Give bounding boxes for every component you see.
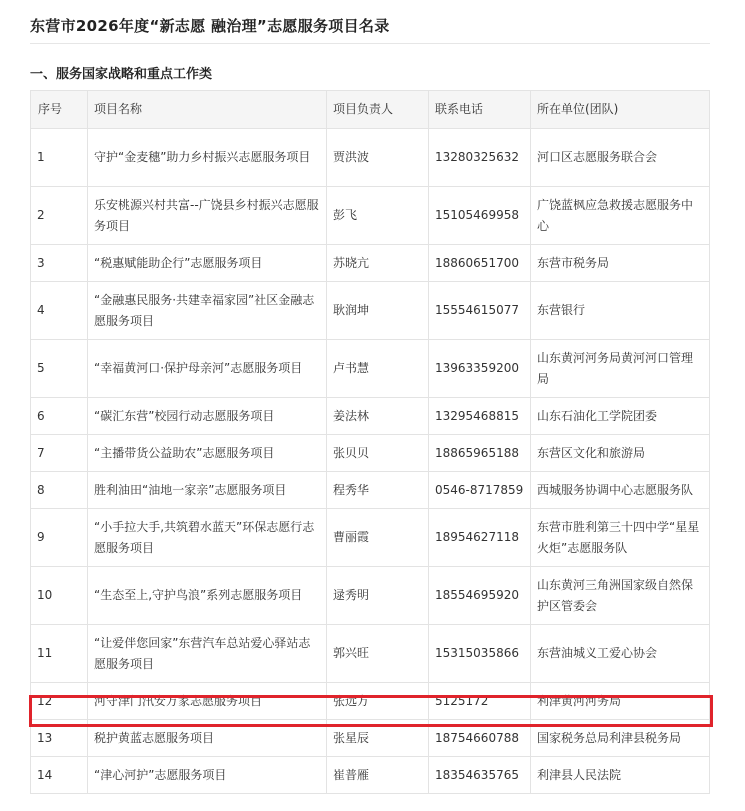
cell-index: 9 <box>31 509 88 567</box>
section-title: 一、服务国家战略和重点工作类 <box>30 67 213 82</box>
table-row <box>31 398 710 435</box>
cell-phone: 18354635765 <box>429 757 531 794</box>
cell-index: 14 <box>31 757 88 794</box>
cell-leader: 郭兴旺 <box>327 625 429 683</box>
cell-project-name: “小手拉大手,共筑碧水蓝天”环保志愿行志愿服务项目 <box>88 509 327 567</box>
cell-leader: 贾洪波 <box>327 129 429 187</box>
cell-phone: 15554615077 <box>429 282 531 340</box>
cell-organization: 河口区志愿服务联合会 <box>531 129 710 187</box>
table-row <box>31 187 710 245</box>
cell-index: 4 <box>31 282 88 340</box>
table-row <box>31 435 710 472</box>
table-row <box>31 567 710 625</box>
cell-phone: 18954627118 <box>429 509 531 567</box>
column-header-project-name: 项目名称 <box>88 91 327 129</box>
cell-organization: 西城服务协调中心志愿服务队 <box>531 472 710 509</box>
cell-leader: 苏晓亢 <box>327 245 429 282</box>
cell-index: 3 <box>31 245 88 282</box>
cell-project-name: 胜利油田“油地一家亲”志愿服务项目 <box>88 472 327 509</box>
cell-organization: 东营油城义工爱心协会 <box>531 625 710 683</box>
cell-phone: 18554695920 <box>429 567 531 625</box>
table-header-row <box>31 91 710 129</box>
project-table-container <box>30 90 710 794</box>
cell-index: 12 <box>31 683 88 720</box>
column-header-leader: 项目负责人 <box>327 91 429 129</box>
cell-project-name: “让爱伴您回家”东营汽车总站爱心驿站志愿服务项目 <box>88 625 327 683</box>
cell-organization: 山东黄河河务局黄河河口管理局 <box>531 340 710 398</box>
table-row <box>31 129 710 187</box>
column-header-index: 序号 <box>31 91 88 129</box>
column-header-organization: 所在单位(团队) <box>531 91 710 129</box>
cell-project-name: “生态至上,守护鸟浪”系列志愿服务项目 <box>88 567 327 625</box>
cell-leader: 张远方 <box>327 683 429 720</box>
cell-organization: 国家税务总局利津县税务局 <box>531 720 710 757</box>
cell-leader: 耿润坤 <box>327 282 429 340</box>
cell-phone: 13295468815 <box>429 398 531 435</box>
cell-organization: 利津县人民法院 <box>531 757 710 794</box>
table-row <box>31 245 710 282</box>
cell-index: 7 <box>31 435 88 472</box>
cell-organization: 东营市税务局 <box>531 245 710 282</box>
cell-organization: 利津黄河河务局 <box>531 683 710 720</box>
cell-project-name: “金融惠民服务·共建幸福家园”社区金融志愿服务项目 <box>88 282 327 340</box>
cell-project-name: 税护黄蓝志愿服务项目 <box>88 720 327 757</box>
cell-index: 10 <box>31 567 88 625</box>
cell-phone: 15105469958 <box>429 187 531 245</box>
cell-organization: 东营银行 <box>531 282 710 340</box>
cell-index: 2 <box>31 187 88 245</box>
cell-project-name: “碳汇东营”校园行动志愿服务项目 <box>88 398 327 435</box>
table-row <box>31 625 710 683</box>
cell-index: 6 <box>31 398 88 435</box>
page-title: 东营市2026年度“新志愿 融治理”志愿服务项目名录 <box>30 17 390 35</box>
table-row <box>31 340 710 398</box>
cell-index: 11 <box>31 625 88 683</box>
cell-phone: 0546-8717859 <box>429 472 531 509</box>
cell-project-name: “税惠赋能助企行”志愿服务项目 <box>88 245 327 282</box>
cell-phone: 18754660788 <box>429 720 531 757</box>
cell-leader: 张星辰 <box>327 720 429 757</box>
cell-leader: 彭飞 <box>327 187 429 245</box>
cell-phone: 18860651700 <box>429 245 531 282</box>
table-row <box>31 720 710 757</box>
cell-project-name: 守护“金麦穗”助力乡村振兴志愿服务项目 <box>88 129 327 187</box>
cell-organization: 山东黄河三角洲国家级自然保护区管委会 <box>531 567 710 625</box>
cell-leader: 卢书慧 <box>327 340 429 398</box>
table-row <box>31 757 710 794</box>
title-divider <box>30 43 710 44</box>
cell-organization: 东营市胜利第三十四中学“星星火炬”志愿服务队 <box>531 509 710 567</box>
cell-phone: 5125172 <box>429 683 531 720</box>
cell-index: 5 <box>31 340 88 398</box>
cell-index: 1 <box>31 129 88 187</box>
table-row-highlighted <box>31 683 710 720</box>
cell-leader: 张贝贝 <box>327 435 429 472</box>
cell-phone: 18865965188 <box>429 435 531 472</box>
cell-organization: 广饶蓝枫应急救援志愿服务中心 <box>531 187 710 245</box>
cell-project-name: 乐安桃源兴村共富--广饶县乡村振兴志愿服务项目 <box>88 187 327 245</box>
cell-leader: 姜法林 <box>327 398 429 435</box>
table-row <box>31 472 710 509</box>
cell-phone: 13963359200 <box>429 340 531 398</box>
cell-project-name: 河守津门汛安万家志愿服务项目 <box>88 683 327 720</box>
project-table <box>30 90 710 794</box>
cell-project-name: “幸福黄河口·保护母亲河”志愿服务项目 <box>88 340 327 398</box>
cell-leader: 程秀华 <box>327 472 429 509</box>
cell-phone: 15315035866 <box>429 625 531 683</box>
cell-leader: 崔普雁 <box>327 757 429 794</box>
cell-index: 8 <box>31 472 88 509</box>
cell-project-name: “津心河护”志愿服务项目 <box>88 757 327 794</box>
cell-project-name: “主播带货公益助农”志愿服务项目 <box>88 435 327 472</box>
cell-leader: 逯秀明 <box>327 567 429 625</box>
cell-organization: 山东石油化工学院团委 <box>531 398 710 435</box>
table-row <box>31 509 710 567</box>
column-header-phone: 联系电话 <box>429 91 531 129</box>
cell-index: 13 <box>31 720 88 757</box>
table-row <box>31 282 710 340</box>
cell-leader: 曹丽霞 <box>327 509 429 567</box>
cell-organization: 东营区文化和旅游局 <box>531 435 710 472</box>
cell-phone: 13280325632 <box>429 129 531 187</box>
